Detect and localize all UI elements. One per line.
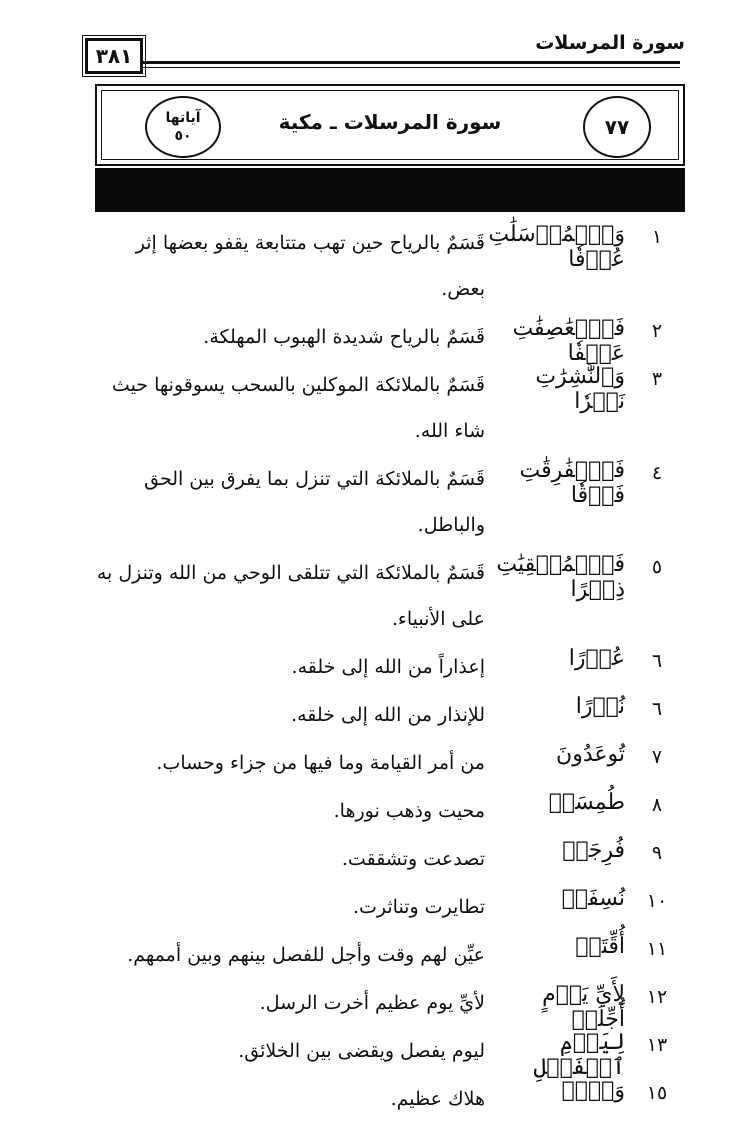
glossary-list	[95, 218, 685, 1122]
word-meaning: إعذاراً من الله إلى خلقه.	[291, 656, 485, 678]
word-meaning: قَسَمٌ بالرياح حين تهب متتابعة يقفو بعضها إثر بعض.	[135, 232, 485, 300]
quran-word: نُذۡرًا	[575, 694, 625, 719]
ayat-count-circle	[145, 96, 221, 158]
word-meaning: قَسَمٌ بالملائكة الموكلين بالسحب يسوقونها حيث شاء الله.	[111, 374, 485, 442]
list-item	[95, 1074, 685, 1122]
section-bar	[95, 168, 685, 212]
quran-word: طُمِسَتۡ	[548, 790, 625, 815]
quran-word: لِأَيِّ يَوۡمٍ أُجِّلَتۡ	[542, 982, 625, 1032]
header-rule-thin	[90, 67, 680, 68]
quran-word: وَٱلۡمُرۡسَلَٰتِ عُرۡفٗا	[488, 222, 625, 272]
quran-word: تُوعَدُونَ	[556, 742, 625, 767]
list-item	[95, 834, 685, 882]
quran-word: نُسِفَتۡ	[561, 886, 625, 911]
list-item	[95, 978, 685, 1032]
verse-number: ١٠	[646, 890, 668, 912]
list-item	[95, 642, 685, 690]
verse-number: ١٢	[646, 986, 668, 1008]
word-meaning: من أمر القيامة وما فيها من جزاء وحساب.	[156, 752, 485, 774]
quran-word: وَيۡلٞ	[561, 1078, 625, 1103]
verse-number: ٦	[651, 698, 663, 720]
quran-word: أُقِّتَتۡ	[575, 934, 625, 959]
verse-number: ١	[651, 226, 663, 248]
quran-word: وَٱلنَّٰشِرَٰتِ نَشۡرٗا	[535, 364, 625, 414]
verse-number: ١٣	[646, 1034, 668, 1056]
word-meaning: ليوم يفصل ويقضى بين الخلائق.	[238, 1040, 485, 1062]
ayat-count: ٥٠	[174, 128, 192, 144]
surah-banner	[95, 84, 685, 166]
word-meaning: هلاك عظيم.	[390, 1088, 485, 1110]
verse-number: ٢	[651, 320, 663, 342]
verse-number: ٧	[651, 746, 663, 768]
word-meaning: للإنذار من الله إلى خلقه.	[291, 704, 485, 726]
word-meaning: محيت وذهب نورها.	[333, 800, 485, 822]
word-meaning: تطايرت وتناثرت.	[352, 896, 485, 918]
list-item	[95, 360, 685, 454]
list-item	[95, 738, 685, 786]
word-meaning: عيِّن لهم وقت وأجل للفصل بينهم وبين أممهم.	[127, 944, 485, 966]
verse-number: ٩	[651, 842, 663, 864]
list-item	[95, 312, 685, 366]
list-item	[95, 930, 685, 978]
verse-number: ٤	[651, 462, 663, 484]
verse-number: ١٥	[646, 1082, 668, 1104]
surah-name: سورة المرسلات ـ مكية	[278, 110, 502, 134]
surah-number: ٧٧	[604, 115, 630, 139]
quran-word: فَٱلۡمُلۡقِيَٰتِ ذِكۡرًا	[496, 552, 625, 602]
list-item	[95, 454, 685, 548]
list-item	[95, 786, 685, 834]
header-rule-thick	[90, 61, 680, 64]
word-meaning: تصدعت وتشققت.	[341, 848, 485, 870]
word-meaning: لأيِّ يوم عظيم أخرت الرسل.	[259, 992, 485, 1014]
verse-number: ٥	[651, 556, 663, 578]
list-item	[95, 218, 685, 312]
verse-number: ١١	[646, 938, 668, 960]
list-item	[95, 548, 685, 642]
quran-word: عُذۡرًا	[568, 646, 625, 671]
quran-word: فَٱلۡفَٰرِقَٰتِ فَرۡقٗا	[519, 458, 625, 508]
list-item	[95, 882, 685, 930]
page-number: ٣٨١	[95, 44, 133, 68]
list-item	[95, 1026, 685, 1080]
word-meaning: قَسَمٌ بالرياح شديدة الهبوب المهلكة.	[203, 326, 485, 348]
header-surah-title: سورة المرسلات	[535, 32, 685, 54]
ayat-label: آياتها	[165, 110, 201, 126]
quran-word: فُرِجَتۡ	[562, 838, 625, 863]
page-number-box	[85, 38, 143, 74]
list-item	[95, 690, 685, 738]
verse-number: ٨	[651, 794, 663, 816]
word-meaning: قَسَمٌ بالملائكة التي تنزل بما يفرق بين الحق والباطل.	[144, 468, 485, 536]
verse-number: ٦	[651, 650, 663, 672]
word-meaning: قَسَمٌ بالملائكة التي تتلقى الوحي من الله وتنزل به على الأنبياء.	[96, 562, 485, 630]
quran-word: فَٱلۡعَٰصِفَٰتِ عَصۡفٗا	[512, 316, 625, 366]
verse-number: ٣	[651, 368, 663, 390]
quran-word: لِيَوۡمِ ٱلۡفَصۡلِ	[533, 1030, 625, 1080]
